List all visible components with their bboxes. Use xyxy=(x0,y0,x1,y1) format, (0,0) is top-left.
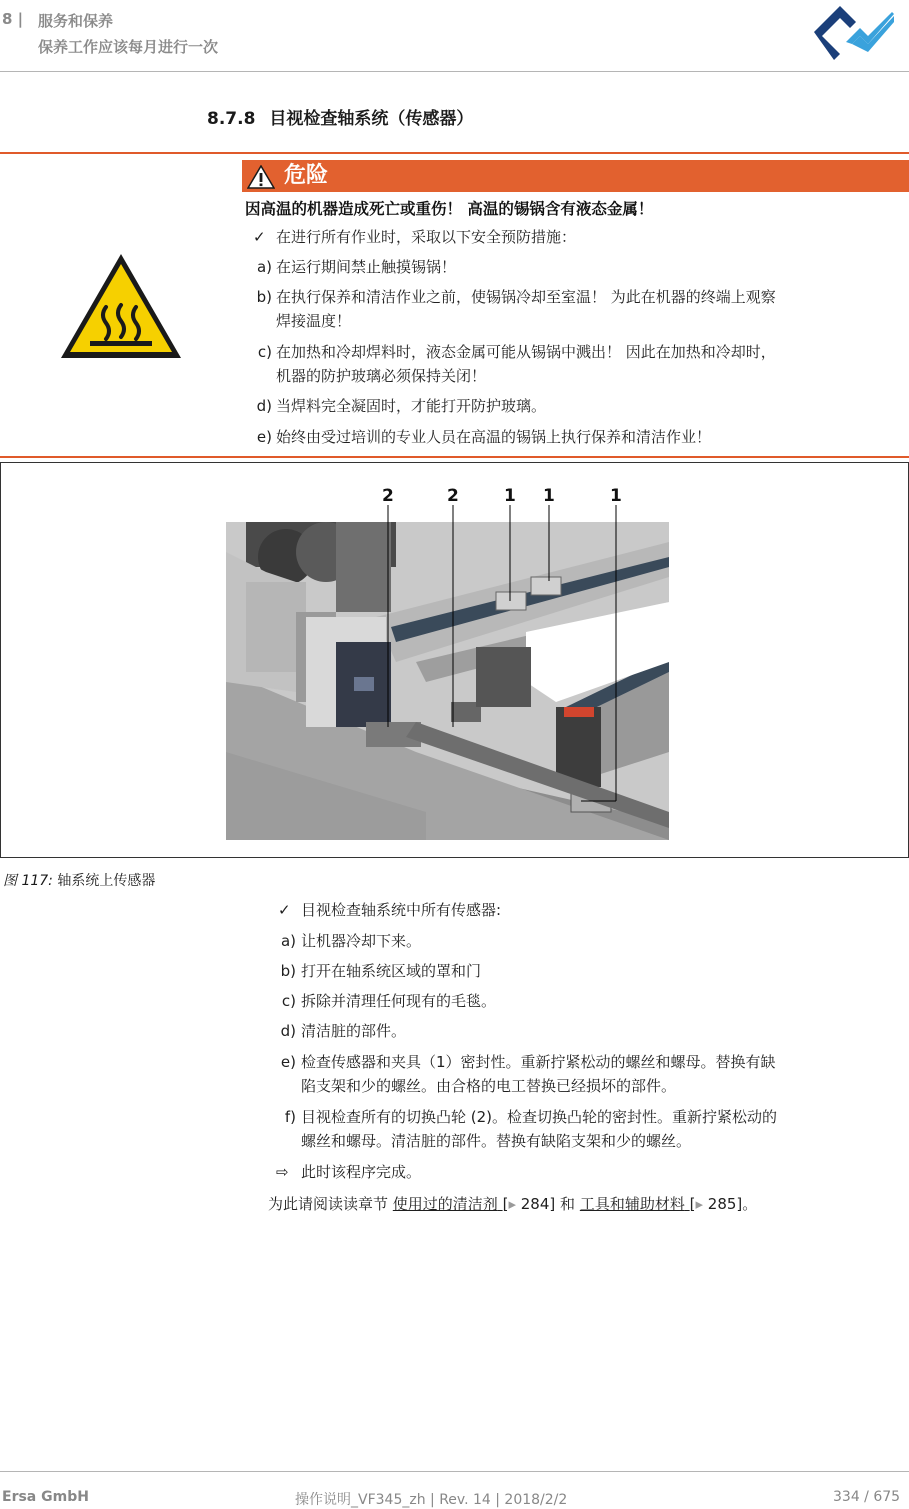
reference-link-tools-label: 工具和辅助材料 xyxy=(579,1195,685,1213)
danger-step-text: 在执行保养和清洁作业之前，使锡锅冷却至室温！ 为此在机器的终端上观察 xyxy=(276,288,776,306)
reference-and: 和 xyxy=(560,1195,576,1213)
danger-headline: 因高温的机器造成死亡或重伤！ 高温的锡锅含有液态金属！ xyxy=(245,200,654,218)
procedure-result-text: 此时该程序完成。 xyxy=(301,1163,422,1181)
reference-prefix: 为此请阅读读章节 xyxy=(268,1195,389,1213)
footer-doc-info: 操作说明_VF345_zh | Rev. 14 | 2018/2/2 xyxy=(295,1492,568,1508)
procedure-step-text: 清洁脏的部件。 xyxy=(301,1022,407,1040)
reference-page-2: 285]。 xyxy=(707,1195,758,1213)
chapter-number: 8 | xyxy=(2,10,24,28)
callout-2: 2 xyxy=(382,486,394,506)
reference-link-cleaners[interactable] xyxy=(393,1195,509,1213)
check-icon: ✓ xyxy=(253,228,266,246)
danger-check-text: 在进行所有作业时，采取以下安全预防措施： xyxy=(276,228,577,246)
chapter-subtitle: 保养工作应该每月进行一次 xyxy=(38,38,219,56)
chapter-title: 服务和保养 xyxy=(38,12,114,30)
hot-surface-hazard-icon xyxy=(58,251,184,361)
danger-step-text: 在加热和冷却焊料时，液态金属可能从锡锅中溅出！ 因此在加热和冷却时， xyxy=(276,343,776,361)
header-divider xyxy=(0,71,909,72)
danger-step-text: 始终由受过培训的专业人员在高温的锡锅上执行保养和清洁作业！ xyxy=(276,428,712,446)
callout-1: 1 xyxy=(504,486,516,506)
footer-divider xyxy=(0,1471,909,1472)
reference-bracket: [ xyxy=(502,1195,509,1213)
procedure-step-label: a) xyxy=(280,932,296,950)
procedure-step-label: d) xyxy=(280,1022,296,1040)
danger-step-label: e) xyxy=(256,428,272,446)
callout-1: 1 xyxy=(610,486,622,506)
danger-step-label: d) xyxy=(256,397,272,415)
danger-step-text: 在运行期间禁止触摸锡锅！ xyxy=(276,258,457,276)
figure-caption xyxy=(3,870,155,890)
reference-line xyxy=(268,1191,757,1217)
section-heading xyxy=(207,104,473,129)
procedure-step-label: b) xyxy=(280,962,296,980)
footer-page-number: 334 / 675 xyxy=(833,1489,901,1505)
figure-caption-text: 轴系统上传感器 xyxy=(57,873,156,889)
result-arrow-icon: ⇨ xyxy=(276,1163,289,1181)
procedure-step-label: e) xyxy=(280,1053,296,1071)
section-title: 目视检查轴系统（传感器） xyxy=(269,109,474,129)
danger-step-label: b) xyxy=(256,288,272,306)
procedure-step-text: 打开在轴系统区域的罩和门 xyxy=(301,962,482,980)
check-icon: ✓ xyxy=(278,901,291,919)
section-number: 8.7.8 xyxy=(207,109,256,129)
procedure-check-text: 目视检查轴系统中所有传感器: xyxy=(301,901,502,919)
danger-bottom-rule xyxy=(0,456,909,458)
warning-triangle-icon xyxy=(247,165,275,189)
danger-step-text: 机器的防护玻璃必须保持关闭！ xyxy=(276,367,487,385)
reference-link-tools[interactable] xyxy=(580,1195,696,1213)
procedure-step-text: 目视检查所有的切换凸轮 (2)。检查切换凸轮的密封性。重新拧紧松动的 xyxy=(301,1108,778,1126)
callout-1: 1 xyxy=(543,486,555,506)
danger-top-rule xyxy=(0,152,909,154)
callout-2: 2 xyxy=(447,486,459,506)
danger-step-label: c) xyxy=(257,343,272,361)
reference-bracket: [ xyxy=(689,1195,696,1213)
danger-step-text: 焊接温度！ xyxy=(276,312,352,330)
procedure-step-text: 螺丝和螺母。清洁脏的部件。替换有缺陷支架和少的螺丝。 xyxy=(301,1132,692,1150)
procedure-step-text: 让机器冷却下来。 xyxy=(301,932,422,950)
reference-link-cleaners-label: 使用过的清洁剂 xyxy=(392,1195,498,1213)
procedure-step-text: 检查传感器和夹具（1）密封性。重新拧紧松动的螺丝和螺母。替换有缺 xyxy=(301,1053,776,1071)
figure-caption-label: 图 117: xyxy=(3,873,53,889)
procedure-step-text: 陷支架和少的螺丝。由合格的电工替换已经损坏的部件。 xyxy=(301,1077,677,1095)
danger-step-label: a) xyxy=(256,258,272,276)
procedure-step-text: 拆除并清理任何现有的毛毯。 xyxy=(301,992,497,1010)
footer-company: Ersa GmbH xyxy=(2,1489,89,1505)
page-ref-arrow-icon: ▸ xyxy=(695,1195,704,1213)
danger-label: 危险 xyxy=(284,163,329,188)
ersa-logo-icon xyxy=(812,2,894,62)
danger-step-text: 当焊料完全凝固时，才能打开防护玻璃。 xyxy=(276,397,547,415)
callout-lines xyxy=(226,505,669,805)
reference-page-1: 284] xyxy=(520,1195,556,1213)
procedure-step-label: c) xyxy=(281,992,296,1010)
danger-banner xyxy=(242,160,909,192)
page-ref-arrow-icon: ▸ xyxy=(508,1195,516,1213)
procedure-step-label: f) xyxy=(284,1108,296,1126)
